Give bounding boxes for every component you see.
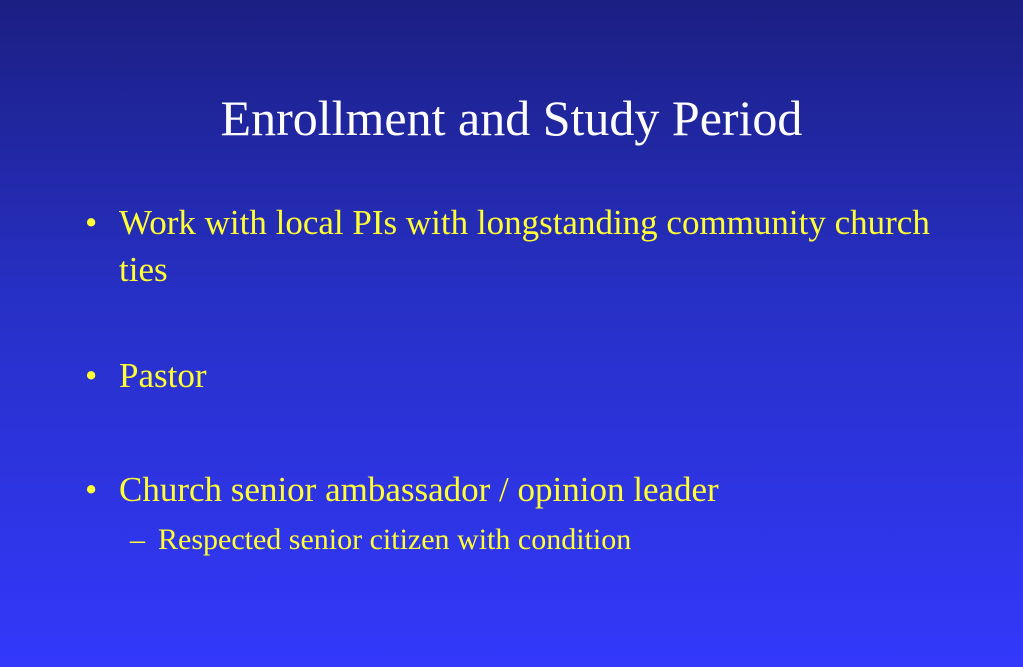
bullet-item-3 [85,466,945,513]
bullet-marker: • [85,470,98,509]
bullet-item-2 [85,352,945,399]
bullet-text: Pastor [119,356,207,395]
sub-bullet-item-1 [130,520,930,560]
bullet-text: Church senior ambassador / opinion leader [119,470,719,509]
bullet-marker: • [85,203,98,242]
sub-bullet-marker: – [130,523,145,556]
slide-title: Enrollment and Study Period [220,90,803,146]
bullet-text: Work with local PIs with longstanding community church ties [119,203,930,289]
bullet-marker: • [85,356,98,395]
sub-bullet-text: Respected senior citizen with condition [158,523,632,556]
bullet-item-1 [85,199,945,293]
